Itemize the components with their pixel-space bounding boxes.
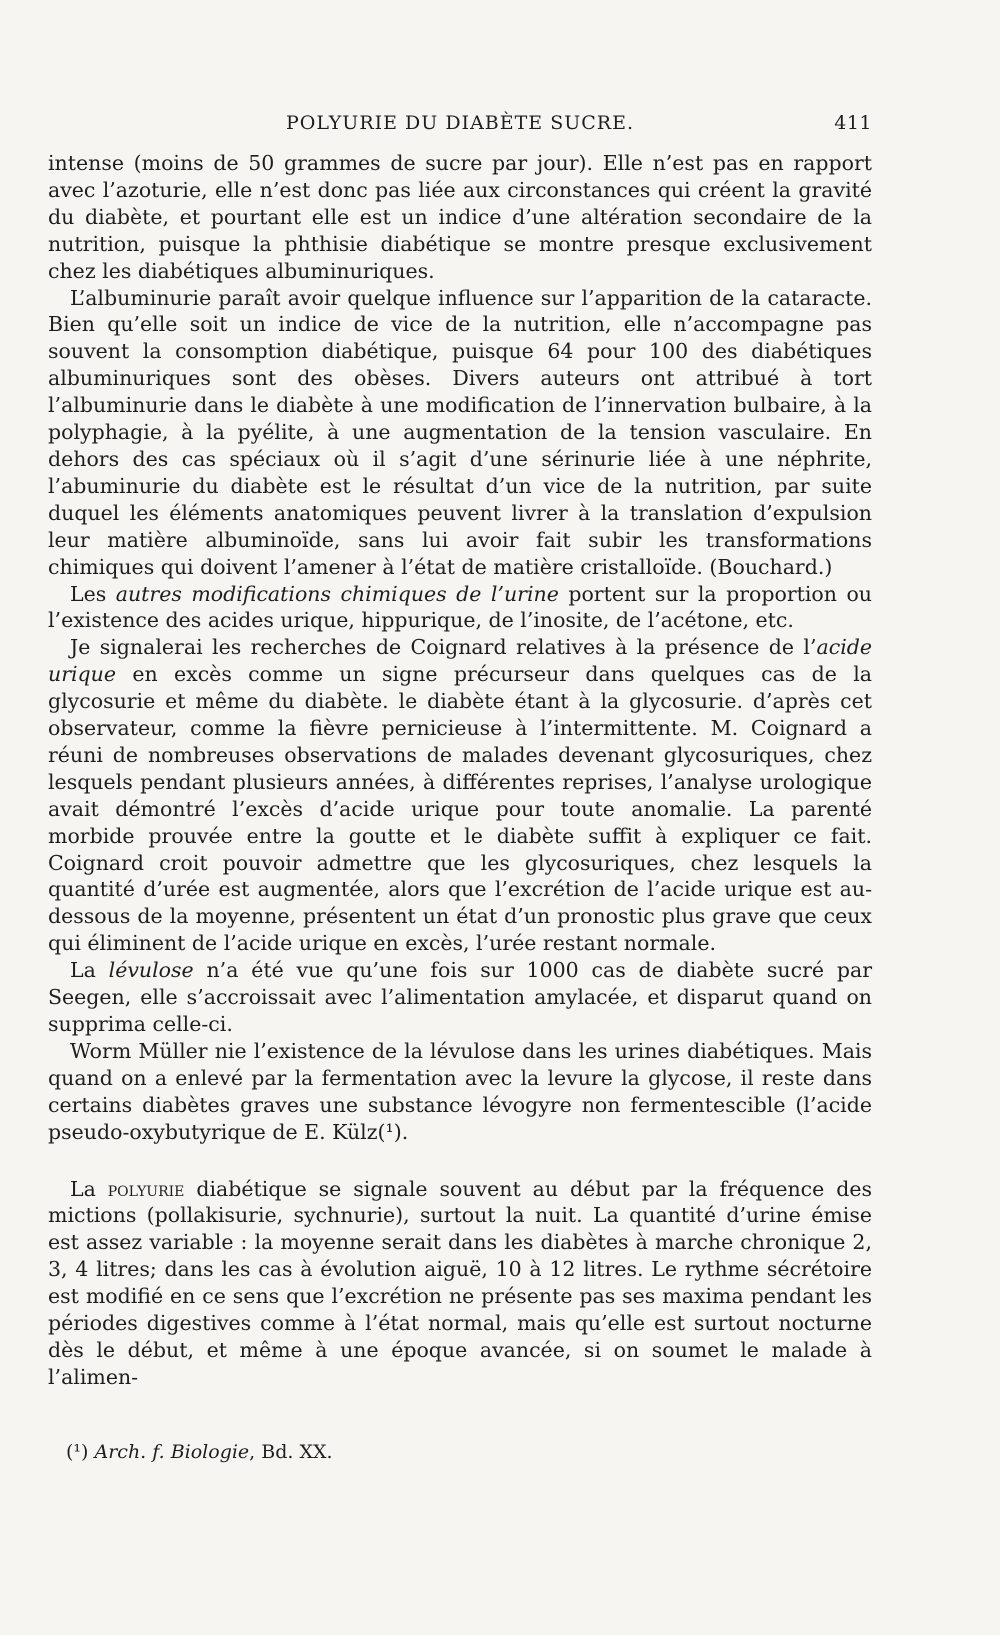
emphasis: autres modifications chimiques de l’urine [115,581,559,606]
footnote-rest: , Bd. XX. [249,1441,333,1463]
paragraph [48,634,872,957]
text-run: Les [70,581,116,606]
footnote-mark: (¹) [66,1441,89,1463]
paragraph [48,1176,872,1391]
text-run: portent sur la proportion ou l’existence des acides urique, hippurique, de l’inosite, de l’acétone, etc. [48,581,872,633]
paragraph: intense (moins de 50 grammes de sucre par jour). Elle n’est pas en rapport avec l’azoturie, elle n’est donc pas liée aux circonstances qui créent la gravité du diabète, et pourtant elle est un indice d’une altération secondaire de la nutrition, puisque la phthisie diabétique se montre presque exclusivement chez les diabétiques albuminuriques. [48,151,872,283]
page-number: 411 [834,112,872,134]
text-run: La [70,1176,108,1201]
section-gap [48,1146,872,1176]
footnote-reference: (¹) [377,1119,402,1144]
paragraph: L’albuminurie paraît avoir quelque influence sur l’apparition de la cataracte. Bien qu’elle soit un indice de vice de la nutrition, elle n’accompagne pas souvent la consomption diabétique, puisque 64 pour 100 des diabétiques albuminuriques sont des obèses. Divers auteurs ont attribué à tort l’albuminurie dans le diabète à une modification de l’innervation bulbaire, à la polyphagie, à la pyélite, à une augmentation de la tension vasculaire. En dehors des cas spéciaux où il s’agit d’une sérinurie liée à une néphrite, l’abuminurie du diabète est le résultat d’un vice de la nutrition, par suite duquel les éléments anatomiques peuvent livrer à la translation d’expulsion leur matière albuminoïde, sans lui avoir fait subir les transformations chimiques qui doivent l’amener à l’état de matière cristalloïde. (Bouchard.) [48,285,872,579]
running-title: POLYURIE DU DIABÈTE SUCRE. [286,112,634,134]
text-run: en excès comme un signe précurseur dans quelques cas de la glycosurie et même du diabète. le diabète étant à la glycosurie. d’après cet observateur, comme la fièvre pernicieuse à l’intermittente. M. Coignard a réuni de nombreuses observations de malades devenant glycosuriques, chez lesquels pendant plusieurs années, à différentes reprises, l’analyse urologique avait démontré l’excès d’acide urique pour toute anomalie. La parenté morbide prouvée entre la goutte et le diabète suffit à expliquer ce fait. Coignard croit pouvoir admettre que les glycosuriques, chez lesquels la quantité d’urée est augmentée, alors que l’excrétion de l’acide urique est au-dessous de la moyenne, présentent un état d’un pronostic plus grave que ceux qui éliminent de l’acide urique en excès, l’urée restant normale. [48,662,872,956]
footnote-source: Arch. f. Biologie [94,1441,250,1463]
paragraph [48,957,872,1038]
emphasis: acide urique [48,635,872,687]
text-run: n’a été vue qu’une fois sur 1000 cas de diabète sucré par Seegen, elle s’accroissait avec l’alimentation amylacée, et disparut quand on supprima celle-ci. [48,958,872,1036]
paragraph [48,1038,872,1146]
footnote [66,1441,333,1463]
body-text [48,150,872,1391]
text-run: diabétique se signale souvent au début par la fréquence des mictions (pollakisurie, sychnurie), surtout la nuit. La quantité d’urine émise est assez variable : la moyenne serait dans les diabètes à marche chronique 2, 3, 4 litres; dans les cas à évolution aiguë, 10 à 12 litres. Le rythme sécrétoire est modifié en ce sens que l’excrétion ne présente pas ses maxima pendant les périodes digestives comme à l’état normal, mais qu’elle est surtout nocturne dès le début, et même à une époque avancée, si on soumet le malade à l’alimen- [48,1176,872,1389]
paragraph [48,581,872,635]
emphasis: lévulose [108,958,194,983]
text-run: La [70,958,109,983]
text-run: Worm Müller nie l’existence de la lévulose dans les urines diabétiques. Mais quand on a enlevé par la fermentation avec la levure la glycose, il reste dans certains diabètes graves une substance lévogyre non fermentescible (l’acide pseudo-oxybutyrique de E. Külz [48,1038,872,1144]
small-caps-term: polyurie [107,1176,185,1201]
page-header [48,112,872,146]
text-run: Je signalerai les recherches de Coignard relatives à la présence de l’ [70,635,817,660]
text-run: . [401,1119,409,1144]
